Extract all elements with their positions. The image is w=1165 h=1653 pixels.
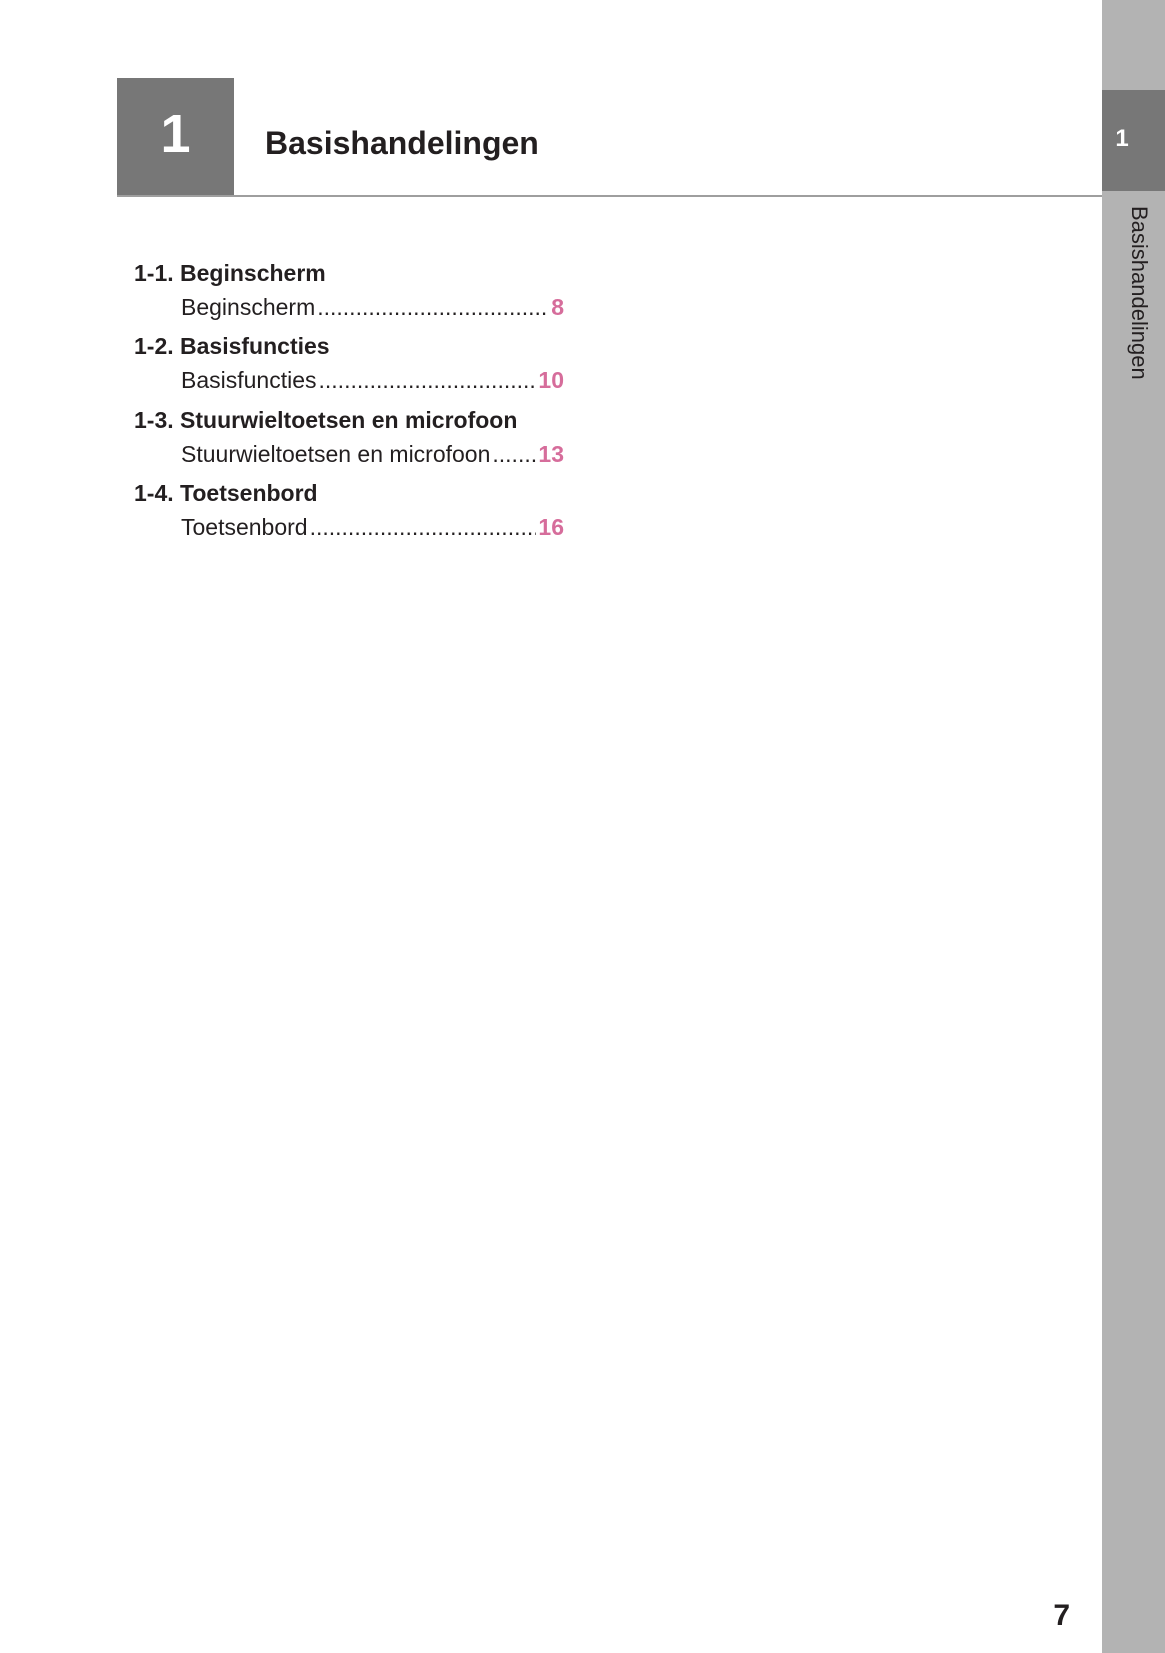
chapter-title: Basishandelingen [265,125,539,161]
toc-section-heading: 1-2. Basisfuncties [134,333,330,359]
toc-page-number[interactable]: 13 [538,441,564,467]
page-number: 7 [1053,1599,1070,1632]
side-chapter-label: Basishandelingen [1127,206,1152,380]
toc-entry-link[interactable] [181,290,564,324]
toc-entry-link[interactable] [181,510,564,544]
toc-dot-leader [317,290,549,324]
toc-entry-label: Beginscherm [181,294,316,320]
toc-page-number[interactable]: 8 [551,294,564,320]
toc-entry-label: Basisfuncties [181,367,317,393]
toc-section [134,256,574,324]
toc-section [134,476,574,544]
toc-dot-leader [310,510,537,544]
toc-entry-label: Stuurwieltoetsen en microfoon [181,441,491,467]
toc-entry-link[interactable] [181,363,564,397]
side-chapter-number: 1 [1115,125,1129,152]
toc-dot-leader [319,363,537,397]
header-divider [117,195,1102,197]
toc-section-heading: 1-4. Toetsenbord [134,480,318,506]
toc-page-number[interactable]: 16 [538,514,564,540]
toc-section-heading: 1-3. Stuurwieltoetsen en microfoon [134,407,518,433]
toc-entry-link[interactable] [181,437,564,471]
toc-dot-leader [492,437,536,471]
toc-page-number[interactable]: 10 [538,367,564,393]
toc-entry-label: Toetsenbord [181,514,308,540]
chapter-number: 1 [160,104,191,164]
toc-section [134,329,574,397]
toc-section [134,403,574,471]
toc-section-heading: 1-1. Beginscherm [134,260,326,286]
